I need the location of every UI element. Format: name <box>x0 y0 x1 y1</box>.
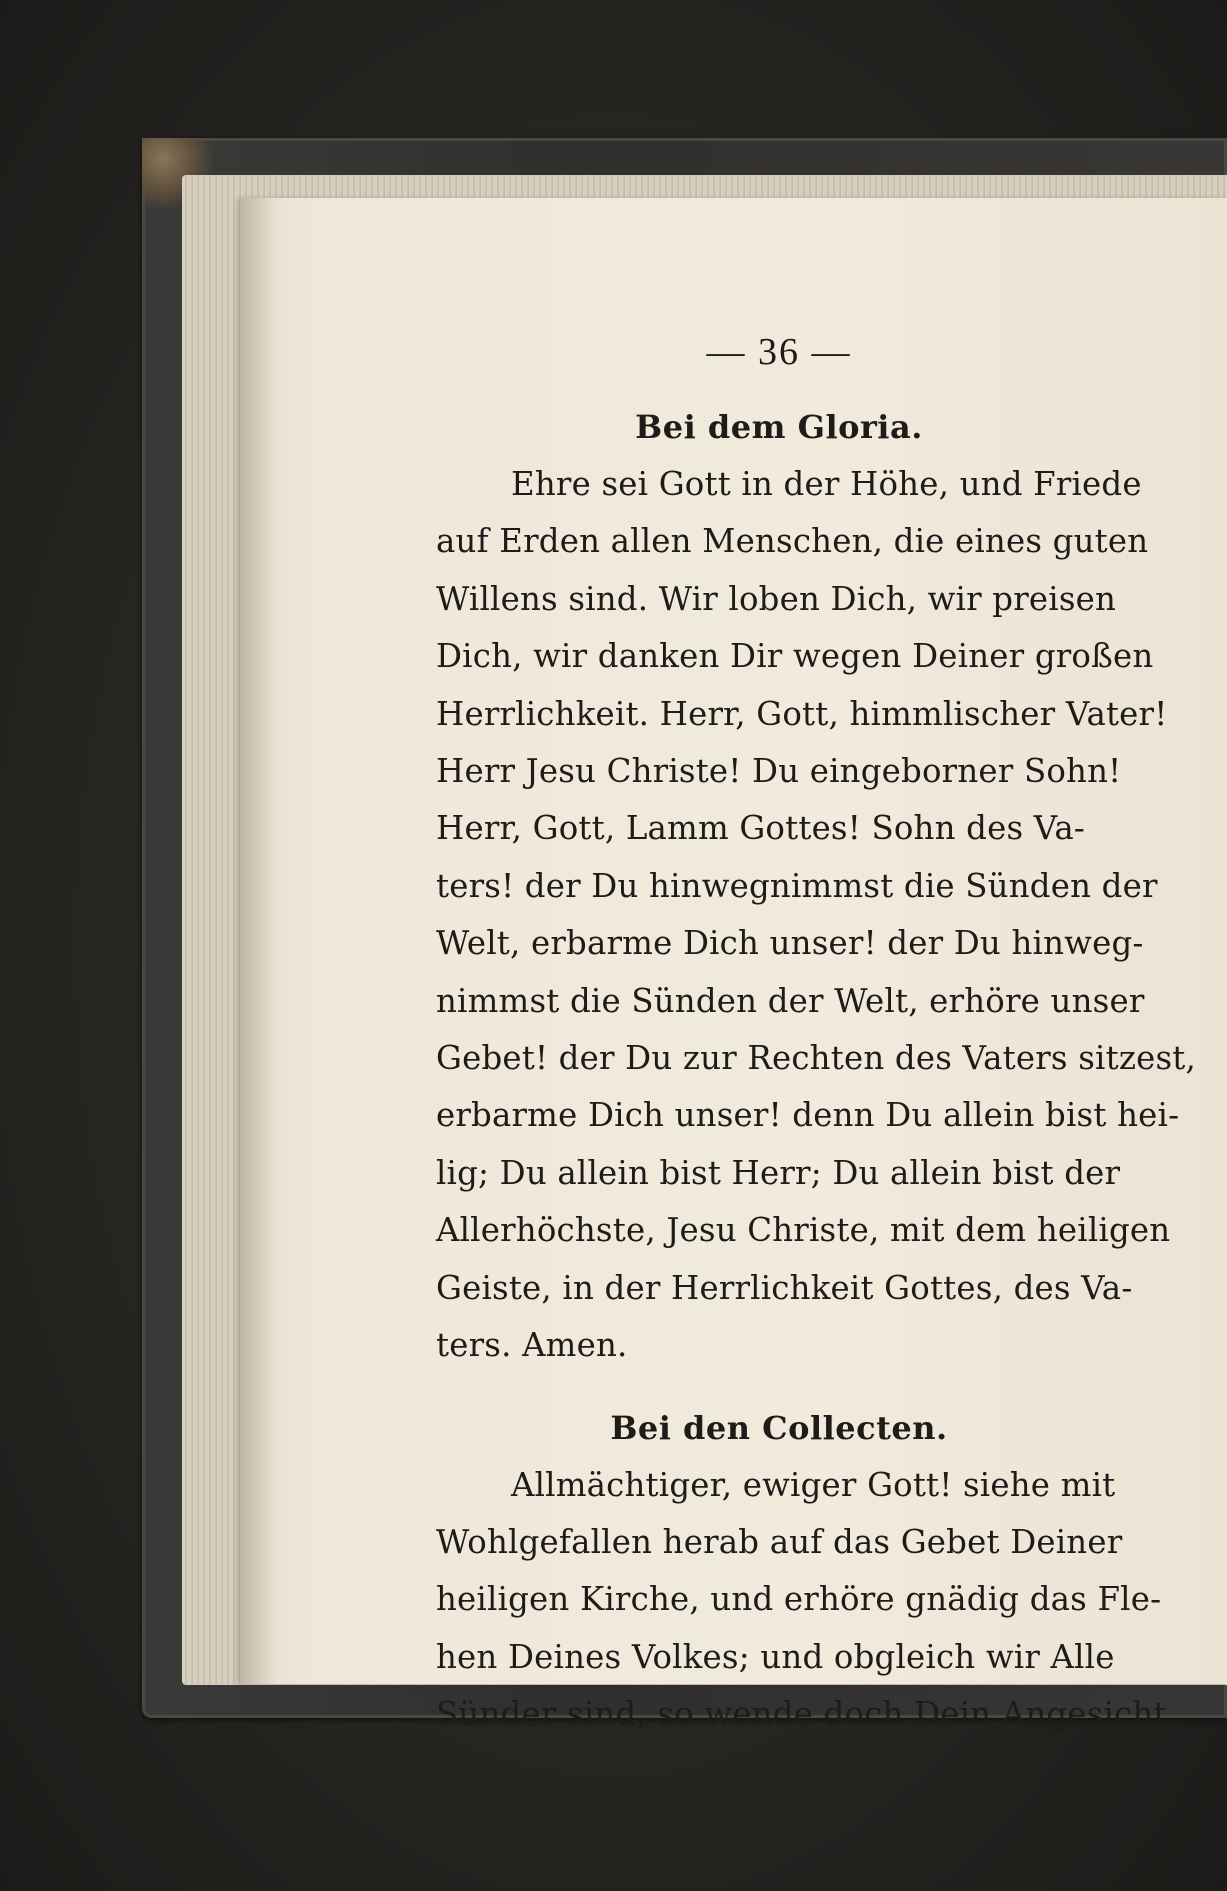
text-line: Ehre sei Gott in der Höhe, und Friede <box>511 465 1142 503</box>
text-line: Sünder sind, so wende doch Dein Angesicht <box>436 1695 1167 1734</box>
text-line: Herr Jesu Christe! Du eingeborner Sohn! <box>436 752 1122 791</box>
section-spacer <box>436 1375 1122 1409</box>
section-heading-gloria: Bei dem Gloria. <box>635 408 923 446</box>
text-line: ters! der Du hinwegnimmst die Sünden der <box>436 866 1158 905</box>
text-line: Allerhöchste, Jesu Christe, mit dem heiligen <box>436 1211 1171 1250</box>
text-line: Herr, Gott, Lamm Gottes! Sohn des Va- <box>436 809 1086 848</box>
text-line: lig; Du allein bist Herr; Du allein bist der <box>436 1153 1121 1192</box>
collecten-paragraph <box>436 1457 1167 1744</box>
page-gutter-shadow <box>240 198 278 1684</box>
page-number: — 36 — <box>706 331 852 373</box>
section-heading-collecten: Bei den Collecten. <box>610 1408 948 1447</box>
text-line: Geiste, in der Herrlichkeit Gottes, des Va- <box>436 1268 1133 1307</box>
gloria-paragraph <box>436 456 1196 1375</box>
text-line: Herrlichkeit. Herr, Gott, himmlischer Vater! <box>436 694 1168 733</box>
text-line: nimmst die Sünden der Welt, erhöre unser <box>436 981 1145 1020</box>
text-line: hen Deines Volkes; und obgleich wir Alle <box>436 1637 1115 1676</box>
text-line: Dich, wir danken Dir wegen Deiner großen <box>436 637 1154 676</box>
page-text-block <box>436 330 1196 1744</box>
text-line: Allmächtiger, ewiger Gott! siehe mit <box>511 1465 1116 1504</box>
text-line: Gebet! der Du zur Rechten des Vaters sitzest, <box>436 1039 1196 1078</box>
text-line: Welt, erbarme Dich unser! der Du hinweg- <box>436 924 1144 963</box>
text-line: Willens sind. Wir loben Dich, wir preisen <box>436 579 1117 618</box>
text-line: heiligen Kirche, und erhöre gnädig das Fle- <box>436 1580 1162 1619</box>
text-line: Wohlgefallen herab auf das Gebet Deiner <box>436 1522 1123 1561</box>
text-line: erbarme Dich unser! denn Du allein bist hei- <box>436 1096 1180 1135</box>
text-line: auf Erden allen Menschen, die eines guten <box>436 522 1149 561</box>
text-line: ters. Amen. <box>436 1326 628 1365</box>
